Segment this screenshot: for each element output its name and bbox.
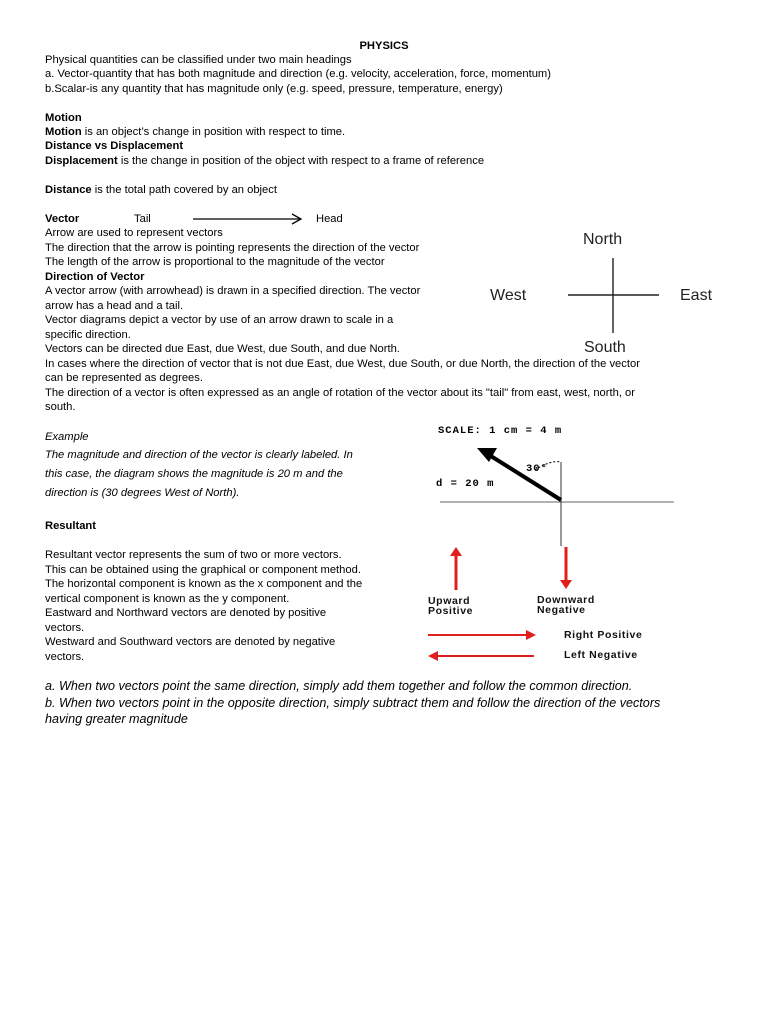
left-negative-label: Left Negative	[564, 649, 638, 661]
vector-diagram-icon	[440, 440, 680, 550]
rule-line: b. When two vectors point in the opposite direction, simply subtract them and follow the direction of the vectors	[45, 696, 661, 710]
motion-term: Motion	[45, 126, 82, 138]
vector-line: The direction that the arrow is pointing represents the direction of the vector	[45, 242, 420, 254]
right-positive-label: Right Positive	[564, 629, 643, 641]
positive-label: Positive	[428, 605, 474, 617]
resultant-line: Resultant vector represents the sum of two or more vectors.	[45, 549, 342, 561]
example-line: The magnitude and direction of the vector is clearly labeled. In	[45, 449, 353, 461]
head-label: Head	[316, 213, 343, 225]
compass-south: South	[584, 339, 626, 356]
angle-label: 30°	[526, 463, 548, 475]
tail-label: Tail	[134, 213, 151, 225]
example-label: Example	[45, 431, 89, 443]
resultant-line: vertical component is known as the y component.	[45, 593, 290, 605]
resultant-line: The horizontal component is known as the x component and the	[45, 578, 363, 590]
right-arrow-icon	[428, 629, 538, 641]
direction-line: can be represented as degrees.	[45, 372, 203, 384]
resultant-heading: Resultant	[45, 520, 96, 532]
dvd-heading: Distance vs Displacement	[45, 140, 184, 152]
intro-line: a. Vector-quantity that has both magnitude and direction (e.g. velocity, acceleration, force, momentum)	[45, 68, 551, 80]
direction-line: Vectors can be directed due East, due West, due South, and due North.	[45, 343, 400, 355]
resultant-line: vectors.	[45, 622, 85, 634]
vector-line: Arrow are used to represent vectors	[45, 227, 223, 239]
direction-line: Vector diagrams depict a vector by use of an arrow drawn to scale in a	[45, 314, 394, 326]
resultant-line: vectors.	[45, 651, 85, 663]
upward-arrow-icon	[448, 546, 464, 592]
intro-line: Physical quantities can be classified under two main headings	[45, 54, 352, 66]
resultant-line: This can be obtained using the graphical or component method.	[45, 564, 361, 576]
direction-line: The direction of a vector is often expressed as an angle of rotation of the vector about its "tail" from east, west, north, or	[45, 387, 635, 399]
compass-cross-icon	[568, 258, 660, 334]
resultant-line: Eastward and Northward vectors are denoted by positive	[45, 607, 327, 619]
scale-label: SCALE: 1 cm = 4 m	[438, 425, 563, 437]
upward-label: Upward	[428, 595, 471, 607]
magnitude-label: d = 20 m	[436, 478, 495, 490]
compass-east: East	[680, 287, 713, 304]
compass-west: West	[490, 287, 527, 304]
intro-line: b.Scalar-is any quantity that has magnitude only (e.g. speed, pressure, temperature, energy)	[45, 83, 503, 95]
direction-line: south.	[45, 401, 76, 413]
direction-line: arrow has a head and a tail.	[45, 300, 184, 312]
direction-line: In cases where the direction of vector that is not due East, due West, due South, or due North, the direction of the vector	[45, 358, 640, 370]
resultant-line: Westward and Southward vectors are denoted by negative	[45, 636, 336, 648]
downward-arrow-icon	[558, 546, 574, 592]
negative-label: Negative	[537, 604, 586, 616]
distance-def: is the total path covered by an object	[91, 184, 277, 196]
distance-term: Distance	[45, 184, 92, 196]
distance-definition	[45, 183, 277, 197]
direction-line: specific direction.	[45, 329, 131, 341]
vector-line: The length of the arrow is proportional to the magnitude of the vector	[45, 256, 385, 268]
vector-term: Vector	[45, 213, 80, 225]
displacement-definition	[45, 154, 484, 168]
rule-line: a. When two vectors point the same direction, simply add them together and follow the common direction.	[45, 679, 633, 693]
motion-def: is an object’s change in position with respect to time.	[81, 126, 346, 138]
displacement-term: Displacement	[45, 155, 118, 167]
direction-heading: Direction of Vector	[45, 271, 145, 283]
displacement-def: is the change in position of the object with respect to a frame of reference	[117, 155, 485, 167]
direction-line: A vector arrow (with arrowhead) is drawn in a specified direction. The vector	[45, 285, 421, 297]
motion-heading: Motion	[45, 112, 82, 124]
motion-definition	[45, 125, 345, 139]
rule-line: having greater magnitude	[45, 712, 188, 726]
example-line: direction is (30 degrees West of North).	[45, 487, 240, 499]
page-title: PHYSICS	[359, 40, 409, 52]
example-line: this case, the diagram shows the magnitude is 20 m and the	[45, 468, 343, 480]
compass-north: North	[583, 231, 623, 248]
downward-label: Downward	[537, 594, 595, 606]
left-arrow-icon	[428, 650, 536, 662]
